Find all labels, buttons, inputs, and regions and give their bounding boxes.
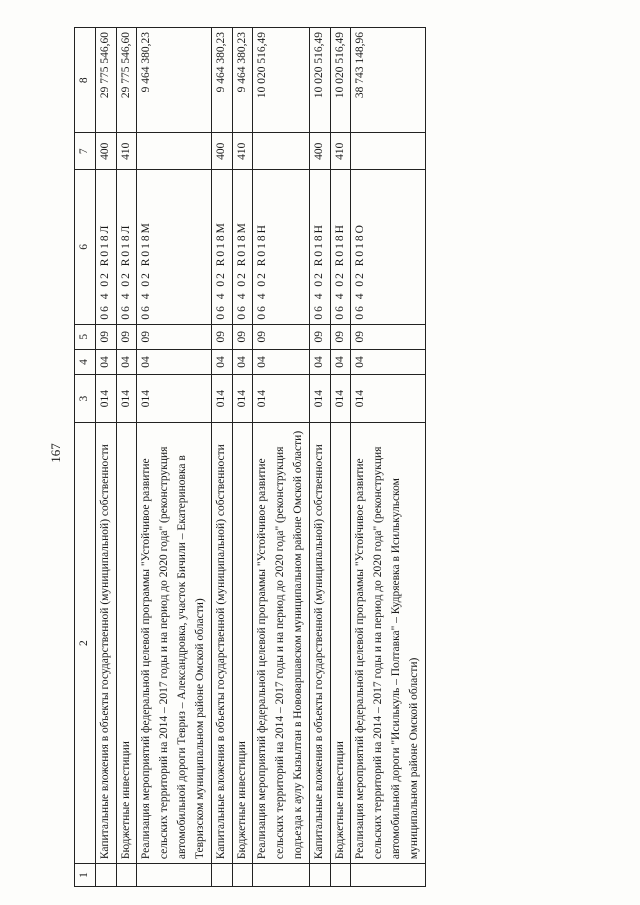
row-name: Реализация мероприятий федеральной целевой программы "Устойчивое развитие сельских территорий на 2014 – 2017 годы и на период до 2020 года" (реконструкция автомобильной дороги "Исилькуль – Полтавка" – Кудряевка в Исилькульском муниципальном районе Омской области) <box>351 422 425 863</box>
col-header-8: 8 <box>75 27 96 132</box>
code-expense-type: 410 <box>330 132 351 169</box>
col-header-2: 2 <box>75 422 96 863</box>
code-ministry: 014 <box>253 374 309 422</box>
table-row <box>232 27 253 886</box>
row-name: Капитальные вложения в объекты государственной (муниципальной) собственности <box>309 422 330 863</box>
table-row <box>330 27 351 886</box>
code-section: 04 <box>330 349 351 374</box>
code-section: 04 <box>211 349 232 374</box>
code-section: 04 <box>253 349 309 374</box>
code-expense-type <box>137 132 211 169</box>
table-row <box>116 27 137 886</box>
code-ministry: 014 <box>211 374 232 422</box>
code-subsection: 09 <box>309 324 330 349</box>
code-expense-type <box>253 132 309 169</box>
code-subsection: 09 <box>116 324 137 349</box>
code-target: 06 4 02 R018H <box>309 169 330 324</box>
code-section: 04 <box>95 349 116 374</box>
code-expense-type: 410 <box>232 132 253 169</box>
code-target: 06 4 02 R018M <box>211 169 232 324</box>
row-name: Капитальные вложения в объекты государственной (муниципальной) собственности <box>211 422 232 863</box>
code-subsection: 09 <box>232 324 253 349</box>
code-section: 04 <box>232 349 253 374</box>
rotated-sheet <box>40 3 600 903</box>
amount: 10 020 516,49 <box>253 27 309 132</box>
code-target: 06 4 02 R018H <box>330 169 351 324</box>
table-row <box>211 27 232 886</box>
code-expense-type: 400 <box>211 132 232 169</box>
amount: 38 743 148,96 <box>351 27 425 132</box>
code-subsection: 09 <box>95 324 116 349</box>
code-subsection: 09 <box>351 324 425 349</box>
row-name: Бюджетные инвестиции <box>330 422 351 863</box>
amount: 9 464 380,23 <box>211 27 232 132</box>
code-ministry: 014 <box>309 374 330 422</box>
amount: 29 775 546,60 <box>95 27 116 132</box>
code-subsection: 09 <box>211 324 232 349</box>
code-expense-type: 400 <box>95 132 116 169</box>
code-ministry: 014 <box>95 374 116 422</box>
code-section: 04 <box>309 349 330 374</box>
table-row <box>351 27 425 886</box>
code-expense-type <box>351 132 425 169</box>
col-header-1: 1 <box>75 863 96 886</box>
amount: 9 464 380,23 <box>137 27 211 132</box>
row-name: Капитальные вложения в объекты государственной (муниципальной) собственности <box>95 422 116 863</box>
code-section: 04 <box>351 349 425 374</box>
amount: 10 020 516,49 <box>330 27 351 132</box>
budget-table <box>74 27 426 887</box>
col-header-5: 5 <box>75 324 96 349</box>
col-header-3: 3 <box>75 374 96 422</box>
code-target: 06 4 02 R018Л <box>95 169 116 324</box>
row-name: Бюджетные инвестиции <box>116 422 137 863</box>
code-subsection: 09 <box>253 324 309 349</box>
code-ministry: 014 <box>232 374 253 422</box>
code-subsection: 09 <box>330 324 351 349</box>
code-ministry: 014 <box>137 374 211 422</box>
table-row <box>137 27 211 886</box>
code-section: 04 <box>116 349 137 374</box>
amount: 10 020 516,49 <box>309 27 330 132</box>
code-ministry: 014 <box>116 374 137 422</box>
code-ministry: 014 <box>330 374 351 422</box>
code-target: 06 4 02 R018M <box>137 169 211 324</box>
code-target: 06 4 02 R018M <box>232 169 253 324</box>
amount: 9 464 380,23 <box>232 27 253 132</box>
row-name: Бюджетные инвестиции <box>232 422 253 863</box>
amount: 29 775 546,60 <box>116 27 137 132</box>
code-section: 04 <box>137 349 211 374</box>
col-header-7: 7 <box>75 132 96 169</box>
page-number: 167 <box>48 442 63 463</box>
table-row <box>95 27 116 886</box>
code-expense-type: 400 <box>309 132 330 169</box>
row-name: Реализация мероприятий федеральной целевой программы "Устойчивое развитие сельских территорий на 2014 – 2017 годы и на период до 2020 года" (реконструкция автомобильной дороги Тевриз – Александровка, участок Бичили – Екатериновка в Тевризском муниципальном районе Омской области) <box>137 422 211 863</box>
code-ministry: 014 <box>351 374 425 422</box>
code-target: 06 4 02 R018Л <box>116 169 137 324</box>
col-header-4: 4 <box>75 349 96 374</box>
row-name: Реализация мероприятий федеральной целевой программы "Устойчивое развитие сельских территорий на 2014 – 2017 годы и на период до 2020 года" (реконструкция подъезда к аулу Кызылтан в Нововаршавском муниципальном районе Омской области) <box>253 422 309 863</box>
table-row <box>309 27 330 886</box>
table-row <box>253 27 309 886</box>
code-target: 06 4 02 R018H <box>253 169 309 324</box>
code-target: 06 4 02 R018O <box>351 169 425 324</box>
code-expense-type: 410 <box>116 132 137 169</box>
code-subsection: 09 <box>137 324 211 349</box>
col-header-6: 6 <box>75 169 96 324</box>
header-row <box>75 27 96 886</box>
